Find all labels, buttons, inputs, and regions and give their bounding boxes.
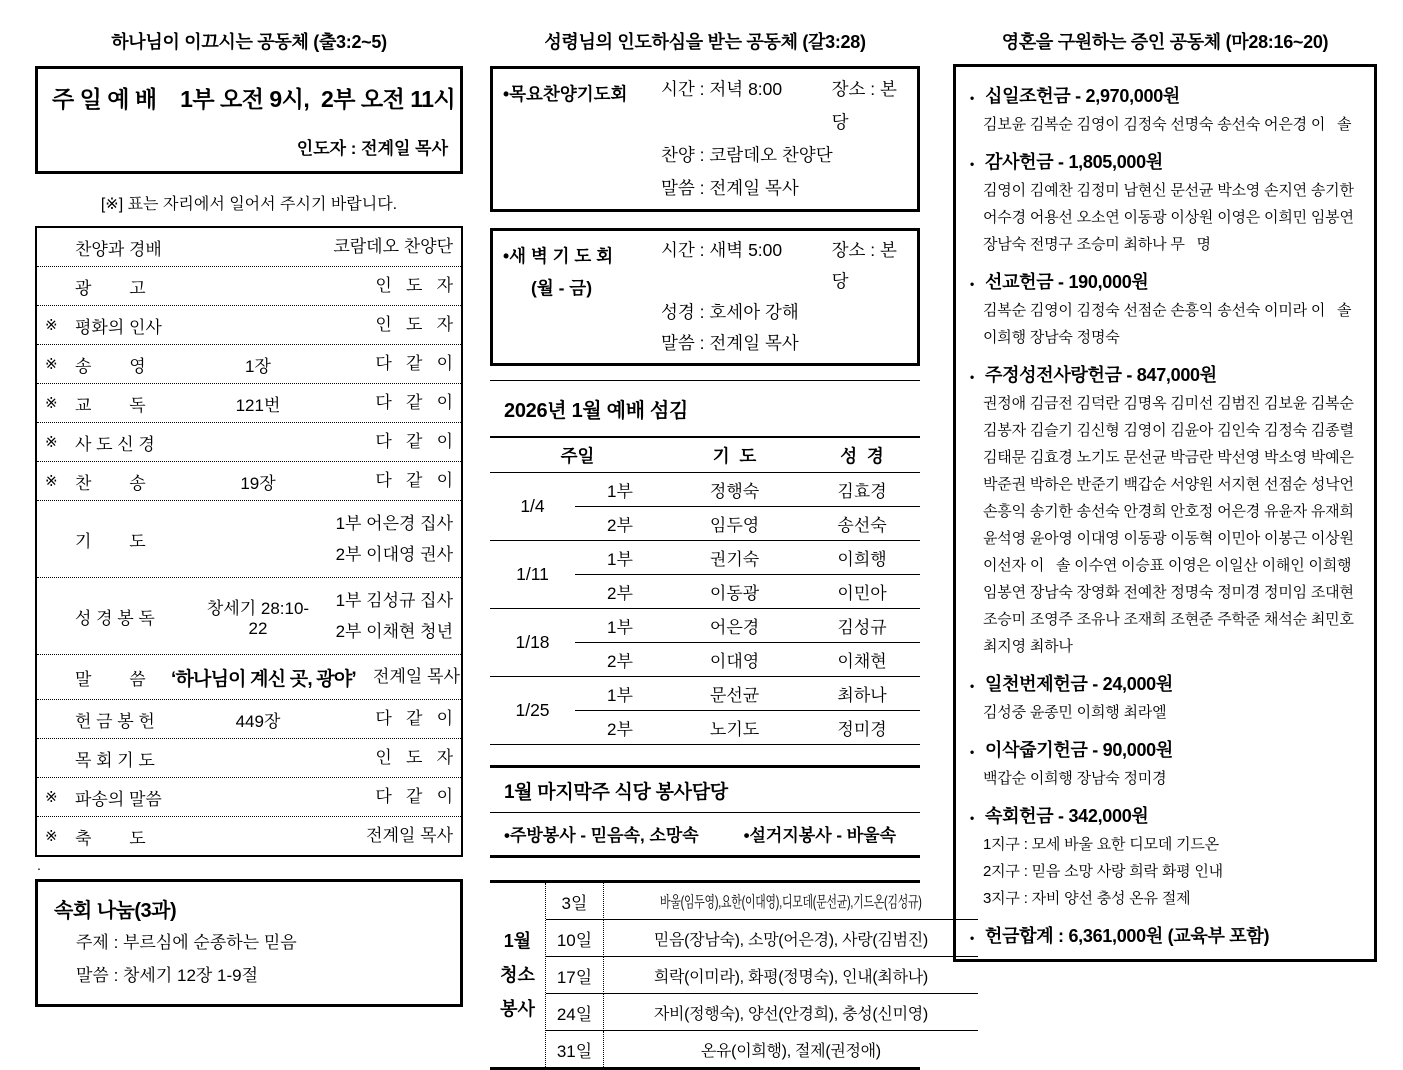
prayer-person: 권기숙 xyxy=(665,541,804,575)
order-person-line: 다 같 이 xyxy=(375,393,453,413)
stray-dot: . xyxy=(37,857,41,873)
cleaning-names xyxy=(604,883,978,920)
stand-mark: ※ xyxy=(45,395,58,412)
offering-names: 권정애 김금전 김덕란 김명옥 김미선 김범진 김보윤 김복순 xyxy=(983,395,1354,412)
stand-mark: ※ xyxy=(45,828,58,845)
serving-schedule-table xyxy=(490,436,920,745)
service-part: 1부 xyxy=(575,541,665,575)
order-item-label: 파송의 말씀 xyxy=(75,789,162,809)
order-person-line: 다 같 이 xyxy=(375,471,453,491)
order-person-line: 1부 김성규 집사 xyxy=(335,590,453,610)
offering-names: 어수경 어용선 오소연 이동광 이상원 이영은 이희민 임봉연 xyxy=(983,209,1354,226)
order-item-label: 목 회 기 도 xyxy=(75,750,155,770)
bullet-icon: • xyxy=(970,370,974,384)
serving-group xyxy=(490,473,920,541)
prayer-person: 임두영 xyxy=(709,516,760,535)
order-person-line: 2부 이대영 권사 xyxy=(335,545,453,564)
order-row xyxy=(37,739,461,778)
order-item-person xyxy=(313,348,453,379)
cleaning-service-table xyxy=(490,880,928,1070)
order-item-label: 송 영 xyxy=(75,356,146,376)
order-item-person xyxy=(313,781,453,812)
offering-header xyxy=(970,803,1364,831)
bullet-icon: • xyxy=(970,679,974,693)
right-column-title: 영혼을 구원하는 증인 공동체 (마28:16~20) xyxy=(1001,32,1329,52)
offering-header xyxy=(970,362,1364,390)
prayer-person: 이대영 xyxy=(709,652,760,671)
scripture-person: 이민아 xyxy=(837,584,887,603)
order-item-label: 광 고 xyxy=(75,278,146,298)
serving-schedule-title: 2026년 1월 예배 섬김 xyxy=(504,400,689,422)
bullet-icon: • xyxy=(970,811,974,825)
offering-names: 이희행 장남숙 정명숙 xyxy=(983,329,1120,346)
serving-date: 1/25 xyxy=(515,700,550,720)
order-item-label: 말 씀 xyxy=(75,669,146,689)
service-part: 1부 xyxy=(575,677,665,711)
order-person-line: 다 같 이 xyxy=(375,354,453,374)
offering-names: 이선자 이 솔 이수연 이승표 이영은 이일산 이해인 이희행 xyxy=(983,557,1352,574)
kitchen-service: •주방봉사 - 믿음속, 소망속 xyxy=(504,826,699,845)
offering-label: 감사헌금 - 1,805,000원 xyxy=(985,152,1163,172)
cleaning-names: 온유(이희행), 절제(권정애) xyxy=(700,1042,881,1060)
prayer-person: 정행숙 xyxy=(665,473,804,507)
order-item-person xyxy=(313,703,453,734)
stand-mark: ※ xyxy=(45,434,58,451)
order-item-person xyxy=(313,742,453,773)
meeting-details xyxy=(661,73,907,205)
order-item-person xyxy=(313,387,453,418)
cleaning-header-line: 봉사 xyxy=(500,999,535,1019)
meeting-name xyxy=(503,235,661,359)
offering-names: 백갑순 이희행 장남숙 정미경 xyxy=(983,770,1167,787)
meeting-praise: 찬양 : 코람데오 찬양단 xyxy=(661,145,833,165)
scripture-person: 최하나 xyxy=(804,677,920,711)
order-person-line: 다 같 이 xyxy=(375,787,453,807)
order-item-person xyxy=(313,270,453,301)
order-person-line: 코람데오 찬양단 xyxy=(333,237,453,257)
offering-label: 선교헌금 - 190,000원 xyxy=(985,272,1149,292)
order-row xyxy=(37,306,461,345)
dining-service-assignments xyxy=(490,813,920,855)
prayer-person: 어은경 xyxy=(665,609,804,643)
district-names: 2지구 : 믿음 소망 사랑 희락 화평 인내 xyxy=(983,863,1223,880)
header-prayer: 기 도 xyxy=(712,445,757,466)
offering-names: 김성중 윤종민 이희행 최라엘 xyxy=(983,704,1167,721)
offering-names: 김봉자 김슬기 김신형 김영이 김윤아 김인숙 김정숙 김종렬 xyxy=(983,422,1354,439)
offering-names: 장남숙 전명구 조승미 최하나 무 명 xyxy=(983,236,1211,253)
order-item-detail: 449장 xyxy=(235,711,281,731)
order-item-label: 찬양과 경배 xyxy=(75,239,162,259)
offering-total-label: 헌금합계 : 6,361,000원 (교육부 포함) xyxy=(985,926,1270,946)
order-row xyxy=(37,423,461,462)
offering-label: 주정성전사랑헌금 - 847,000원 xyxy=(985,365,1217,385)
offering-label: 십일조헌금 - 2,970,000원 xyxy=(985,86,1181,106)
order-item-person xyxy=(313,820,453,851)
cleaning-day: 10일 xyxy=(546,920,604,957)
scripture-person: 김성규 xyxy=(804,609,920,643)
order-person-line: 인 도 자 xyxy=(375,748,453,768)
offering-names: 최지영 최하나 xyxy=(983,638,1073,655)
district-names: 1지구 : 모세 바울 요한 디모데 기드온 xyxy=(983,836,1219,853)
order-item-person xyxy=(313,465,453,496)
offering-names: 박준권 박하은 반준기 백갑순 서양원 서지현 선점순 성낙언 xyxy=(983,476,1354,493)
middle-column-title: 성령님의 인도하심을 받는 공동체 (갈3:28) xyxy=(544,32,866,52)
offering-names: 김영이 김예찬 김정미 남현신 문선균 박소영 손지연 송기한 xyxy=(983,182,1354,199)
right-column xyxy=(953,0,1377,962)
service-part: 2부 xyxy=(607,516,633,535)
order-item-label: 사 도 신 경 xyxy=(75,434,155,454)
scripture-person: 송선숙 xyxy=(837,516,887,535)
offering-item xyxy=(970,671,1364,726)
left-column xyxy=(35,0,463,1007)
order-item-person xyxy=(313,585,453,648)
offering-total xyxy=(970,923,1364,951)
service-part: 1부 xyxy=(575,609,665,643)
serving-table-header xyxy=(490,438,920,473)
prayer-person: 이동광 xyxy=(709,584,760,603)
order-row xyxy=(37,345,461,384)
offering-names: 손흥익 송기한 송선숙 안경희 안호정 어은경 유윤자 유재희 xyxy=(983,503,1354,520)
cleaning-header-line: 1월 xyxy=(503,931,532,951)
bullet-icon: • xyxy=(970,277,974,291)
offering-names: 김보윤 김복순 김영이 김정숙 선명숙 송선숙 어은경 이 솔 xyxy=(983,116,1352,133)
meeting-time-row xyxy=(661,73,907,139)
order-item-detail: 창세기 28:10-22 xyxy=(206,598,310,638)
meeting-time: 시간 : 저녁 8:00 xyxy=(661,79,783,99)
meeting-time: 시간 : 새벽 5:00 xyxy=(661,240,783,260)
thursday-praise-meeting-box xyxy=(490,66,920,212)
meeting-details xyxy=(661,235,907,359)
stand-mark: ※ xyxy=(45,317,58,334)
order-row xyxy=(37,817,461,855)
header-sunday: 주일 xyxy=(560,445,595,466)
offering-names: 조승미 조영주 조유나 조재희 조현준 주학준 채석순 최민호 xyxy=(983,611,1354,628)
stand-mark: ※ xyxy=(45,356,58,373)
cleaning-names: 희락(이미라), 화평(정명숙), 인내(최하나) xyxy=(604,957,978,994)
offering-names: 김복순 김영이 김정숙 선점순 손흥익 송선숙 이미라 이 솔 xyxy=(983,302,1352,319)
order-person-line: 2부 이채현 청년 xyxy=(335,622,453,641)
meeting-bible: 성경 : 호세아 강해 xyxy=(661,302,799,322)
order-row xyxy=(37,462,461,501)
offering-label: 이삭줍기헌금 - 90,000원 xyxy=(985,740,1173,760)
scripture-person: 이희행 xyxy=(804,541,920,575)
serving-group xyxy=(490,609,920,677)
order-row xyxy=(37,700,461,739)
cleaning-table-header xyxy=(490,883,546,1067)
scripture-person: 이채현 xyxy=(837,652,887,671)
section-divider xyxy=(490,380,920,381)
cleaning-names: 믿음(장남숙), 소망(어은경), 사랑(김범진) xyxy=(604,920,978,957)
order-row-sermon xyxy=(37,655,461,700)
meeting-word: 말씀 : 전계일 목사 xyxy=(661,333,799,353)
order-row xyxy=(37,384,461,423)
cleaning-day: 17일 xyxy=(546,957,604,994)
order-item-label: 찬 송 xyxy=(75,473,146,493)
offering-item xyxy=(970,149,1364,258)
sermon-title: ‘하나님이 계신 곳, 광야’ xyxy=(171,668,356,690)
cleaning-day: 24일 xyxy=(546,994,604,1031)
cell-group-sharing-title: 속회 나눔(3과) xyxy=(54,900,177,922)
offering-item xyxy=(970,362,1364,660)
header-scripture: 성 경 xyxy=(840,445,884,466)
worship-order-table xyxy=(35,226,463,857)
offering-header xyxy=(970,149,1364,177)
sunday-worship-leader: 인도자 : 전계일 목사 xyxy=(296,139,448,158)
offering-header xyxy=(970,269,1364,297)
offering-names: 김태문 김효경 노기도 문선균 박금란 박선영 박소영 박예은 xyxy=(983,449,1354,466)
middle-column xyxy=(490,0,928,1070)
order-person-line: 인 도 자 xyxy=(375,276,453,296)
offering-header xyxy=(970,671,1364,699)
service-part: 2부 xyxy=(607,652,633,671)
offering-item xyxy=(970,803,1364,912)
dining-service-section xyxy=(490,765,920,858)
order-row xyxy=(37,578,461,655)
order-person-line: 전계일 목사 xyxy=(366,826,453,846)
order-item-detail: 19장 xyxy=(240,473,276,493)
order-row xyxy=(37,778,461,817)
order-item-detail: 1장 xyxy=(245,356,271,376)
order-item-person xyxy=(313,309,453,340)
order-item-label: 축 도 xyxy=(75,828,146,848)
sunday-worship-times: 주 일 예 배 1부 오전 9시, 2부 오전 11시 xyxy=(52,86,456,112)
order-item-person xyxy=(356,661,460,692)
cell-group-theme: 주제 : 부르심에 순종하는 믿음 xyxy=(76,933,297,952)
service-part: 2부 xyxy=(607,720,633,739)
offering-item xyxy=(970,83,1364,138)
prayer-person: 문선균 xyxy=(665,677,804,711)
stand-note: [※] 표는 자리에서 일어서 주시기 바랍니다. xyxy=(100,196,398,213)
serving-date: 1/11 xyxy=(516,564,549,584)
order-item-label: 평화의 인사 xyxy=(75,317,162,337)
cleaning-names: 자비(정행숙), 양선(안경희), 충성(신미영) xyxy=(604,994,978,1031)
serving-date: 1/4 xyxy=(520,496,545,516)
stand-mark: ※ xyxy=(45,473,58,490)
order-person-line: 인 도 자 xyxy=(375,315,453,335)
scripture-person: 김효경 xyxy=(804,473,920,507)
order-person-line: 1부 어은경 집사 xyxy=(335,513,453,533)
order-row xyxy=(37,267,461,306)
order-item-label: 기 도 xyxy=(75,531,146,551)
order-item-label: 교 독 xyxy=(75,395,146,415)
meeting-place: 장소 : 본당 xyxy=(831,240,897,291)
meeting-word: 말씀 : 전계일 목사 xyxy=(661,178,799,198)
district-names: 3지구 : 자비 양선 충성 온유 절제 xyxy=(983,890,1191,907)
order-item-label: 성 경 봉 독 xyxy=(75,608,155,628)
cleaning-header-line: 청소 xyxy=(500,965,535,985)
prayer-person: 노기도 xyxy=(709,720,760,739)
bullet-icon: • xyxy=(970,745,974,759)
serving-group xyxy=(490,541,920,609)
order-person-line: 다 같 이 xyxy=(375,709,453,729)
serving-group xyxy=(490,677,920,744)
meeting-name-line: •새 벽 기 도 회 xyxy=(503,246,614,266)
left-column-title: 하나님이 이끄시는 공동체 (출3:2~5) xyxy=(111,32,387,52)
offering-header xyxy=(970,923,1364,951)
order-item-person xyxy=(313,426,453,457)
bullet-icon: • xyxy=(970,157,974,171)
dining-service-title: 1월 마지막주 식당 봉사담당 xyxy=(490,768,920,813)
cell-group-sharing-box xyxy=(35,879,463,1007)
offering-names: 임봉연 장남숙 장영화 전예찬 정명숙 정미경 정미임 조대현 xyxy=(983,584,1354,601)
offerings-box xyxy=(953,64,1377,962)
order-item-detail: 121번 xyxy=(235,395,281,415)
stand-mark: ※ xyxy=(45,789,58,806)
dawn-prayer-meeting-box xyxy=(490,228,920,366)
dishwashing-service: •설거지봉사 - 바울속 xyxy=(743,826,896,845)
service-part: 2부 xyxy=(607,584,633,603)
order-row xyxy=(37,501,461,578)
cleaning-day: 3일 xyxy=(546,883,604,920)
cleaning-day: 31일 xyxy=(546,1031,604,1067)
serving-date: 1/18 xyxy=(515,632,550,652)
meeting-days: (월 - 금) xyxy=(531,278,593,298)
meeting-name: •목요찬양기도회 xyxy=(503,84,628,104)
offering-names: 윤석영 윤아영 이대영 이동광 이동혁 이민아 이봉근 이상원 xyxy=(983,530,1354,547)
offering-item xyxy=(970,269,1364,351)
order-person-line: 다 같 이 xyxy=(375,432,453,452)
order-item-person xyxy=(313,508,453,571)
offering-label: 일천번제헌금 - 24,000원 xyxy=(985,674,1173,694)
meeting-time-row xyxy=(661,235,907,297)
cell-group-scripture: 말씀 : 창세기 12장 1-9절 xyxy=(76,966,259,986)
offering-item xyxy=(970,737,1364,792)
order-item-label: 헌 금 봉 헌 xyxy=(75,711,155,731)
service-part: 1부 xyxy=(575,473,665,507)
cleaning-names-text: 바울(임두영),요한(이대영),디모데(문선균),기드온(김성규) xyxy=(660,894,922,911)
scripture-person: 정미경 xyxy=(837,720,887,739)
order-row xyxy=(37,228,461,267)
offering-header xyxy=(970,737,1364,765)
offering-header xyxy=(970,83,1364,111)
meeting-place: 장소 : 본당 xyxy=(831,79,897,132)
order-person-line: 전계일 목사 xyxy=(373,667,460,687)
bullet-icon: • xyxy=(970,91,974,105)
order-item-person xyxy=(313,231,453,262)
offering-label: 속회헌금 - 342,000원 xyxy=(985,806,1149,826)
bullet-icon: • xyxy=(970,931,974,945)
sunday-worship-box xyxy=(35,66,463,174)
